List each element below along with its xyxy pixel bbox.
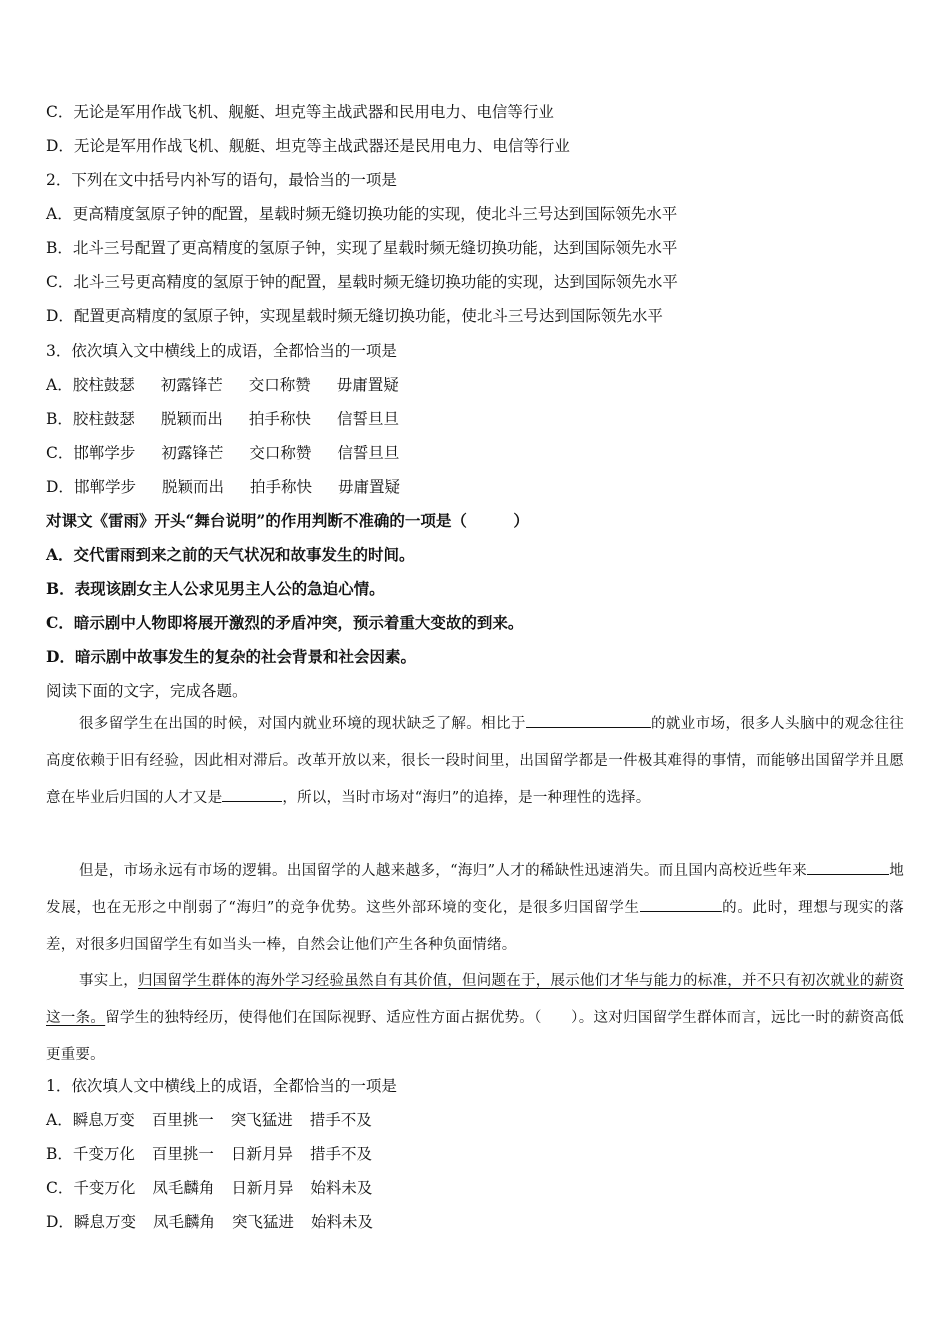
fill-blank: [640, 897, 722, 912]
q2-option-d: D．配置更高精度的氢原子钟，实现星载时频无缝切换功能，使北斗三号达到国际领先水平: [46, 307, 663, 325]
underlined-sentence: 归国留学生群体的海外学习经验虽然自有其价值，但问题在于，展示他们才华与能力的标准，并不只有初次就业的薪资这一条。: [46, 973, 904, 1026]
reading-paragraph-1: 很多留学生在出国的时候，对国内就业环境的现状缺乏了解。相比于 的就业市场，很多人头脑中的观念往往高度依赖于旧有经验，因此相对滞后。改革开放以来，很长一段时间里，出国留学都是一件极其难得的事情，而能够出国留学并且愿意在毕业后归国的人才又是 ，所以，当时市场对“海归”的追捧，是一种理性的选择。: [46, 706, 904, 817]
q2-option-c: C．北斗三号更高精度的氢原于钟的配置，星载时频无缝切换功能的实现，达到国际领先水平: [46, 273, 678, 291]
fill-blank: [222, 787, 282, 802]
r1-stem: 1．依次填人文中横线上的成语，全都恰当的一项是: [46, 1077, 397, 1095]
q3-option-c: C．邯郸学步 初露锋芒 交口称赞 信誓旦旦: [46, 444, 400, 462]
q3-stem: 3．依次填入文中横线上的成语，全都恰当的一项是: [46, 342, 397, 360]
q1-option-c: C．无论是军用作战飞机、舰艇、坦克等主战武器和民用电力、电信等行业: [46, 103, 554, 121]
r1-option-a: A．瞬息万变 百里挑一 突飞猛进 措手不及: [46, 1111, 372, 1129]
leiyu-option-b: B．表现该剧女主人公求见男主人公的急迫心情。: [46, 579, 385, 598]
fill-blank: [807, 860, 889, 875]
q3-option-b: B．胶柱鼓瑟 脱颖而出 拍手称快 信誓旦旦: [46, 410, 399, 428]
r1-option-d: D．瞬息万变 凤毛麟角 突飞猛进 始料未及: [46, 1213, 373, 1231]
leiyu-option-a: A．交代雷雨到来之前的天气状况和故事发生的时间。: [46, 545, 415, 564]
r1-option-b: B．千变万化 百里挑一 日新月异 措手不及: [46, 1145, 372, 1163]
leiyu-stem: 对课文《雷雨》开头“舞台说明”的作用判断不准确的一项是（ ）: [46, 511, 529, 530]
r1-option-c: C．千变万化 凤毛麟角 日新月异 始料未及: [46, 1179, 373, 1197]
q3-option-a: A．胶柱鼓瑟 初露锋芒 交口称赞 毋庸置疑: [46, 376, 399, 394]
leiyu-option-d: D．暗示剧中故事发生的复杂的社会背景和社会因素。: [46, 647, 416, 666]
reading-intro: 阅读下面的文字，完成各题。: [46, 682, 248, 700]
q1-option-d: D．无论是军用作战飞机、舰艇、坦克等主战武器还是民用电力、电信等行业: [46, 137, 570, 155]
q2-option-a: A．更高精度氢原子钟的配置，星载时频无缝切换功能的实现，使北斗三号达到国际领先水平: [46, 205, 678, 223]
q2-stem: 2．下列在文中括号内补写的语句，最恰当的一项是: [46, 171, 397, 189]
q2-option-b: B．北斗三号配置了更高精度的氢原子钟，实现了星载时频无缝切换功能，达到国际领先水平: [46, 239, 678, 257]
q3-option-d: D．邯郸学步 脱颖而出 拍手称快 毋庸置疑: [46, 478, 400, 496]
reading-paragraph-2: 但是，市场永远有市场的逻辑。出国留学的人越来越多，“海归”人才的稀缺性迅速消失。而且国内高校近些年来 地发展，也在无形之中削弱了“海归”的竞争优势。这些外部环境的变化，是很多归国留学生 的。此时，理想与现实的落差，对很多归国留学生有如当头一棒，自然会让他们产生各种负面情绪。: [46, 853, 904, 964]
leiyu-option-c: C．暗示剧中人物即将展开激烈的矛盾冲突，预示着重大变故的到来。: [46, 613, 524, 632]
fill-blank: [526, 713, 651, 728]
reading-paragraph-3: 事实上，归国留学生群体的海外学习经验虽然自有其价值，但问题在于，展示他们才华与能力的标准，并不只有初次就业的薪资这一条。留学生的独特经历，使得他们在国际视野、适应性方面占据优势。（ ）。这对归国留学生群体而言，远比一时的薪资高低更重要。: [46, 973, 904, 1063]
